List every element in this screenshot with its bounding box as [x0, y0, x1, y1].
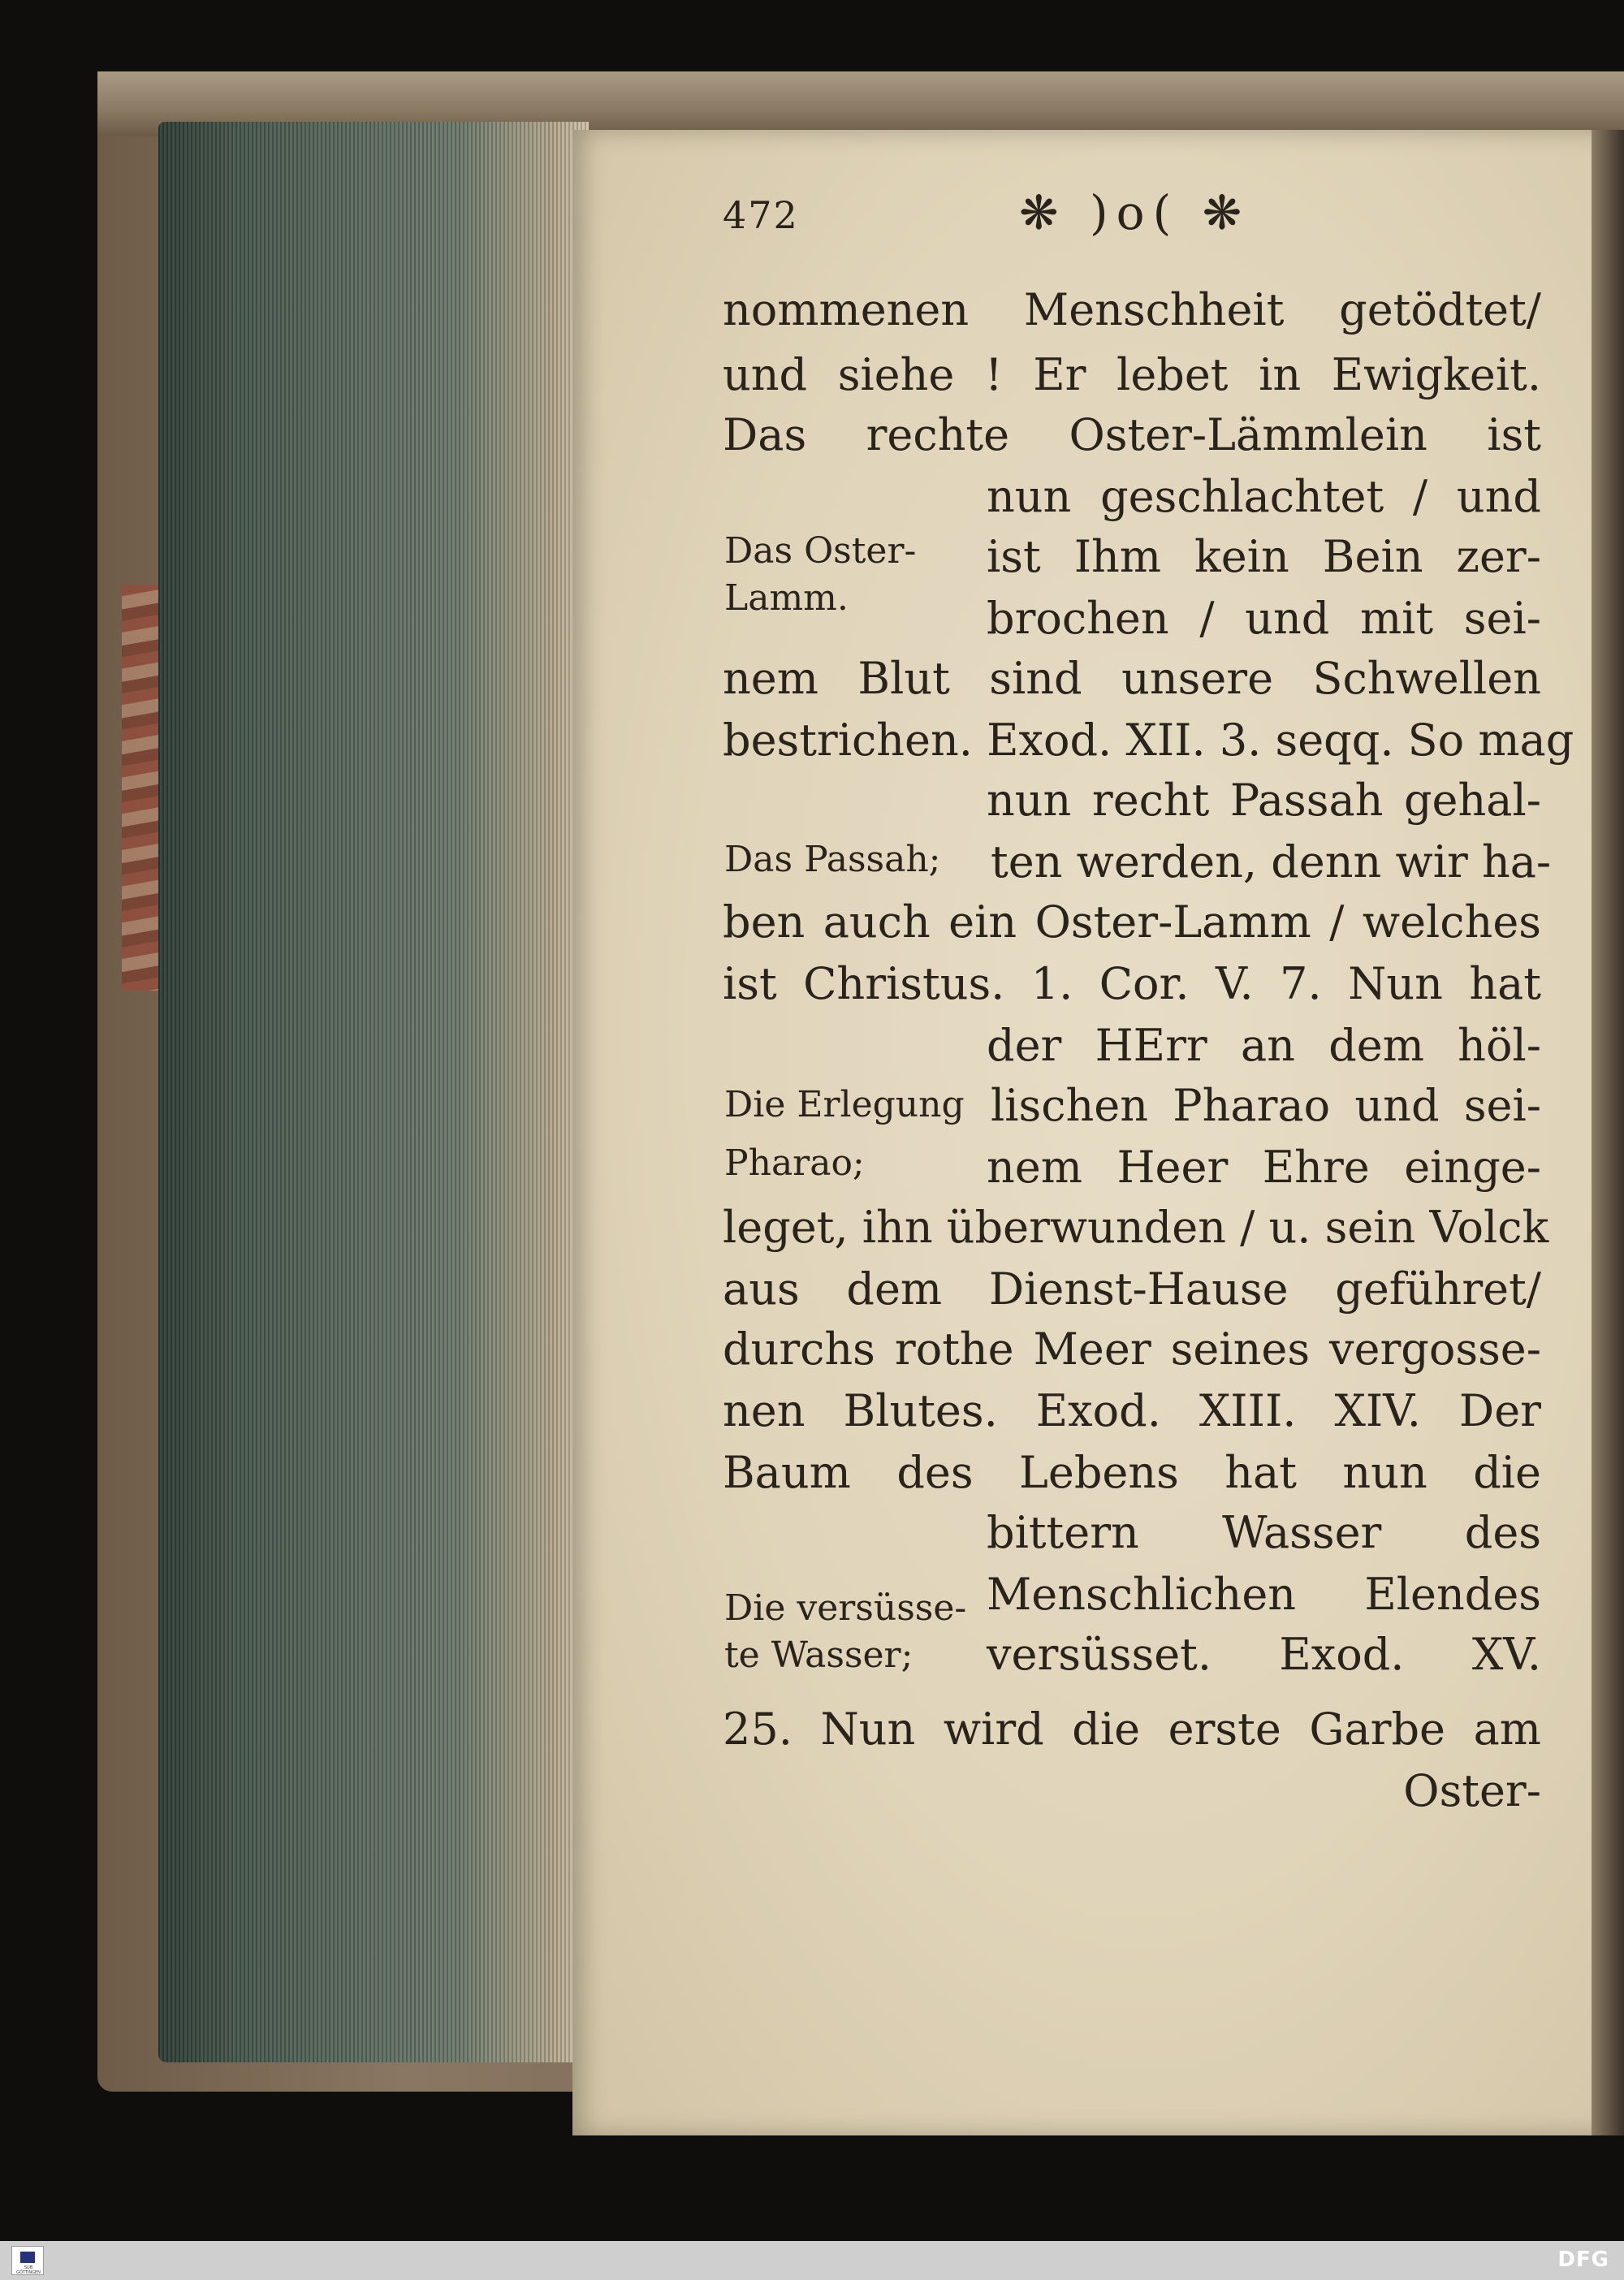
body-line: nun geschlachtet / und [987, 471, 1541, 522]
catchword: Oster- [1403, 1765, 1541, 1816]
page-number: 472 [723, 193, 799, 237]
margin-note: Das Oster- [724, 530, 917, 572]
body-line: Baum des Lebens hat nun die [723, 1447, 1541, 1498]
body-line: leget, ihn überwunden / u. sein Volck [723, 1202, 1549, 1253]
body-line: Das rechte Oster-Lämmlein ist [723, 409, 1541, 460]
body-line: Menschlichen Elendes [987, 1569, 1541, 1620]
body-line: lischen Pharao und sei- [991, 1080, 1541, 1131]
body-line: ist Ihm kein Bein zer- [987, 531, 1541, 582]
body-line: nun recht Passah gehal- [987, 775, 1541, 826]
body-line: 25. Nun wird die erste Garbe am [723, 1704, 1541, 1755]
body-line: nem Blut sind unsere Schwellen [723, 653, 1541, 704]
margin-note: te Wasser; [724, 1634, 914, 1676]
header-ornament: ❋ )o( ❋ [1019, 185, 1250, 240]
page-block-edge [158, 122, 589, 2062]
body-line: nen Blutes. Exod. XIII. XIV. Der [723, 1385, 1541, 1436]
body-line: versüsset. Exod. XV. [987, 1629, 1541, 1680]
library-logo [11, 2246, 44, 2275]
body-line: bestrichen. Exod. XII. 3. seqq. So mag [723, 715, 1574, 766]
body-line: aus dem Dienst-Hause geführet/ [723, 1263, 1541, 1315]
margin-note: Die versüsse- [724, 1587, 967, 1629]
body-line: durchs rothe Meer seines vergosse- [723, 1324, 1541, 1375]
margin-note: Pharao; [724, 1142, 865, 1184]
body-line: bittern Wasser des [987, 1507, 1541, 1558]
dfg-logo: DFG [1557, 2248, 1609, 2272]
body-line: nem Heer Ehre einge- [987, 1142, 1541, 1193]
body-line: brochen / und mit sei- [987, 593, 1541, 644]
body-line: ben auch ein Oster-Lamm / welches [723, 896, 1541, 948]
marbled-cover-detail [122, 585, 162, 991]
library-logo-text: SUB GÖTTINGEN [16, 2265, 41, 2275]
library-logo-icon [20, 2252, 35, 2263]
body-line: der HErr an dem höl- [987, 1020, 1541, 1071]
viewer-footer-bar [0, 2241, 1624, 2280]
margin-note: Lamm. [724, 577, 849, 619]
body-line: nommenen Menschheit getödtet/ [723, 284, 1541, 335]
body-line: und siehe ! Er lebet in Ewigkeit. [723, 349, 1541, 400]
margin-note: Das Passah; [724, 839, 941, 880]
body-line: ten werden, denn wir ha- [991, 836, 1552, 887]
page-gutter-shadow [1592, 130, 1624, 2135]
margin-note: Die Erlegung [724, 1084, 965, 1125]
body-line: ist Christus. 1. Cor. V. 7. Nun hat [723, 958, 1541, 1009]
